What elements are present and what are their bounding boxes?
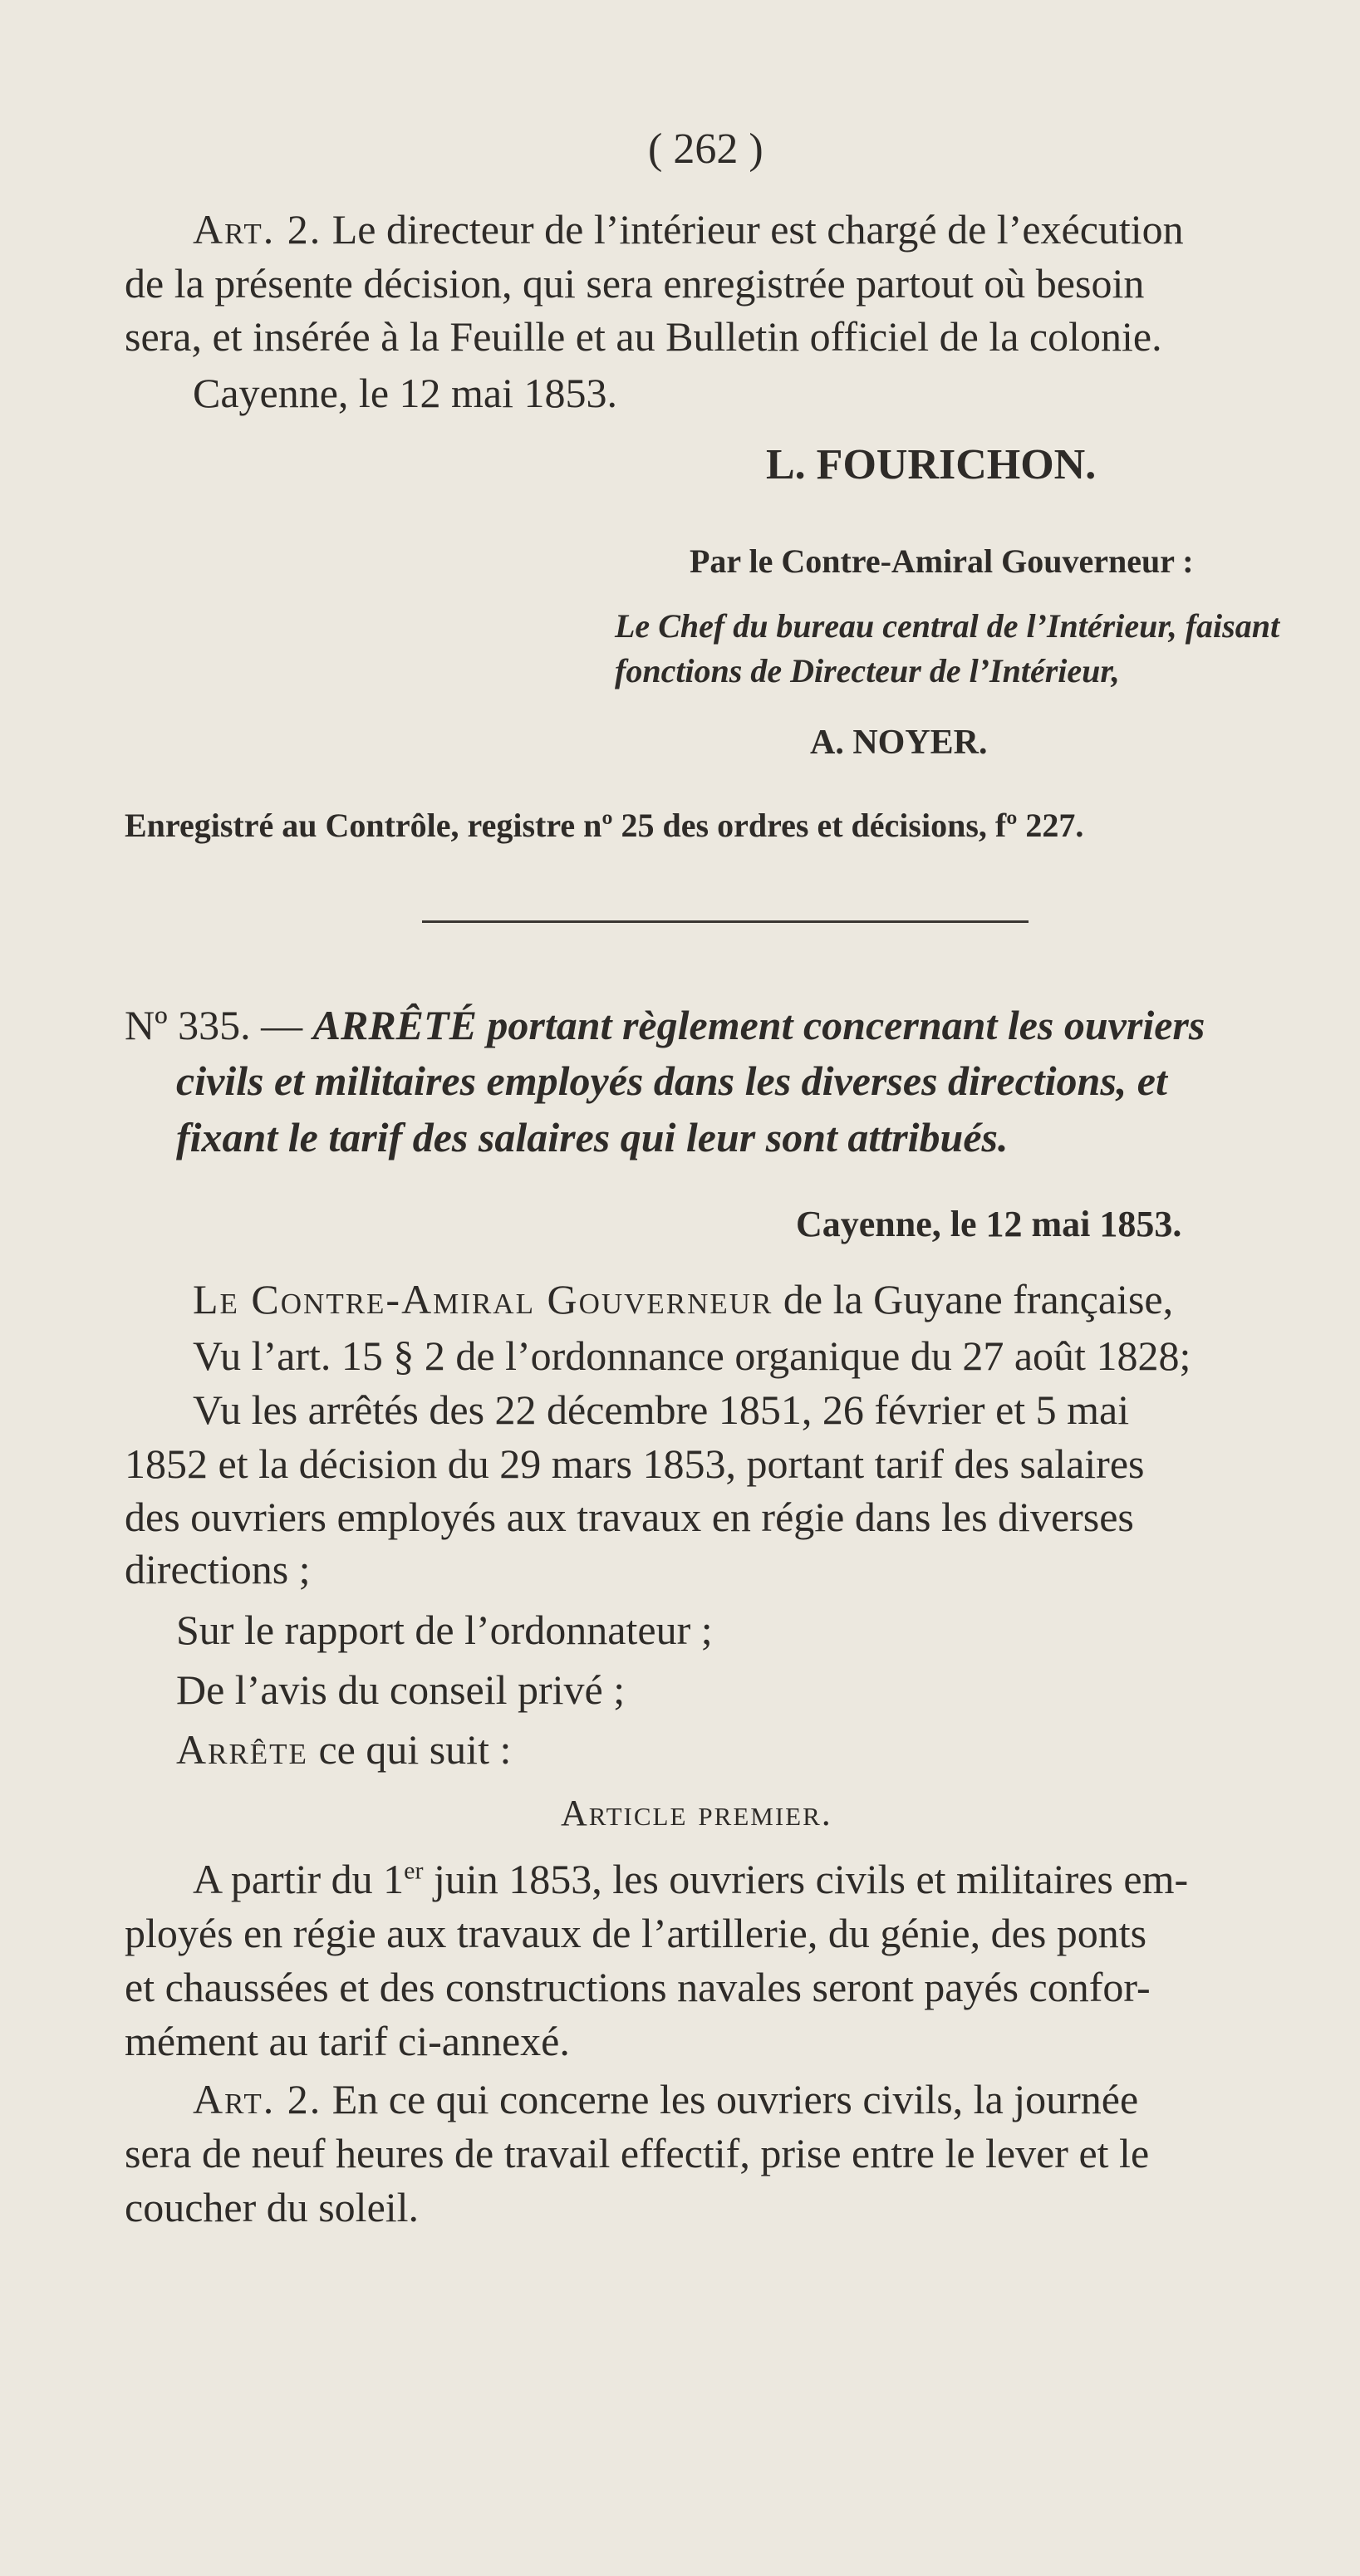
art1-text1: juin 1853, les ouvriers civils et militaires em- [423, 1856, 1189, 1902]
de-l-avis: De l’avis du conseil privé ; [176, 1666, 626, 1713]
gouverneur-label: Le Contre-Amiral Gouverneur [193, 1276, 773, 1322]
arrete-label: Arrête [176, 1726, 308, 1773]
art2-previous-label: Art. 2. [193, 206, 322, 253]
chef-bureau-line1: Le Chef du bureau central de l’Intérieur, faisant [615, 607, 1280, 645]
vu-arretes-line3: des ouvriers employés aux travaux en régie dans les diverses [125, 1494, 1134, 1540]
signature-fourichon: L. FOURICHON. [766, 441, 1097, 488]
arrete-date: Cayenne, le 12 mai 1853. [796, 1204, 1182, 1244]
page-number: ( 262 ) [648, 125, 763, 173]
arrete-title-line2: civils et militaires employés dans les diverses directions, et [176, 1057, 1167, 1104]
art2-previous-line2: de la présente décision, qui sera enregistrée partout où besoin [125, 260, 1145, 307]
art1-line2: ployés en régie aux travaux de l’artillerie, du génie, des ponts [125, 1910, 1147, 1956]
vu-arretes-line4: directions ; [125, 1546, 311, 1592]
chef-bureau-line2: fonctions de Directeur de l’Intérieur, [615, 652, 1120, 689]
gouverneur-rest: de la Guyane française, [773, 1276, 1174, 1322]
arrete-title-line3: fixant le tarif des salaires qui leur sont attribués. [176, 1114, 1009, 1160]
art2-text1: En ce qui concerne les ouvriers civils, la journée [322, 2076, 1139, 2122]
arrete-title-line1 [125, 1001, 1205, 1049]
gouverneur-line [193, 1275, 1173, 1323]
signature-noyer: A. NOYER. [810, 724, 988, 762]
arrete-number: Nº 335. — [125, 1002, 303, 1048]
vu-arretes-line2: 1852 et la décision du 29 mars 1853, portant tarif des salaires [125, 1440, 1145, 1487]
art2-label: Art. 2. [193, 2076, 322, 2122]
art2-previous-text1: Le directeur de l’intérieur est chargé de l’exécution [322, 206, 1184, 253]
art2-previous-line3: sera, et insérée à la Feuille et au Bulletin officiel de la colonie. [125, 313, 1162, 360]
vu-arretes-line1: Vu les arrêtés des 22 décembre 1851, 26 février et 5 mai [193, 1386, 1130, 1433]
article-premier-heading: Article premier. [561, 1793, 832, 1833]
arrete-rest: ce qui suit : [307, 1726, 512, 1773]
art2-line2: sera de neuf heures de travail effectif, prise entre le lever et le [125, 2130, 1150, 2176]
par-le-contre-amiral: Par le Contre-Amiral Gouverneur : [690, 542, 1194, 580]
art1-line1 [193, 1855, 1188, 1903]
sur-le-rapport: Sur le rapport de l’ordonnateur ; [176, 1607, 713, 1653]
art2-previous-line1 [193, 205, 1184, 253]
arrete-title-text1: ARRÊTÉ portant règlement concernant les ouvriers [312, 1002, 1205, 1048]
art2-line3: coucher du soleil. [125, 2184, 420, 2230]
art1-line4: mément au tarif ci-annexé. [125, 2018, 570, 2064]
art1-line3: et chaussées et des constructions navales seront payés confor- [125, 1964, 1151, 2010]
section-divider [422, 920, 1029, 923]
place-date-previous: Cayenne, le 12 mai 1853. [193, 370, 617, 416]
arrete-ce-qui-suit [176, 1725, 511, 1774]
art1-superscript: er [404, 1857, 424, 1885]
art2-line1 [193, 2075, 1138, 2123]
art1-prefix: A partir du 1 [193, 1856, 405, 1902]
vu-article-line: Vu l’art. 15 § 2 de l’ordonnance organique du 27 août 1828; [193, 1332, 1191, 1379]
enregistre-note: Enregistré au Contrôle, registre nº 25 des ordres et décisions, fº 227. [125, 807, 1084, 844]
